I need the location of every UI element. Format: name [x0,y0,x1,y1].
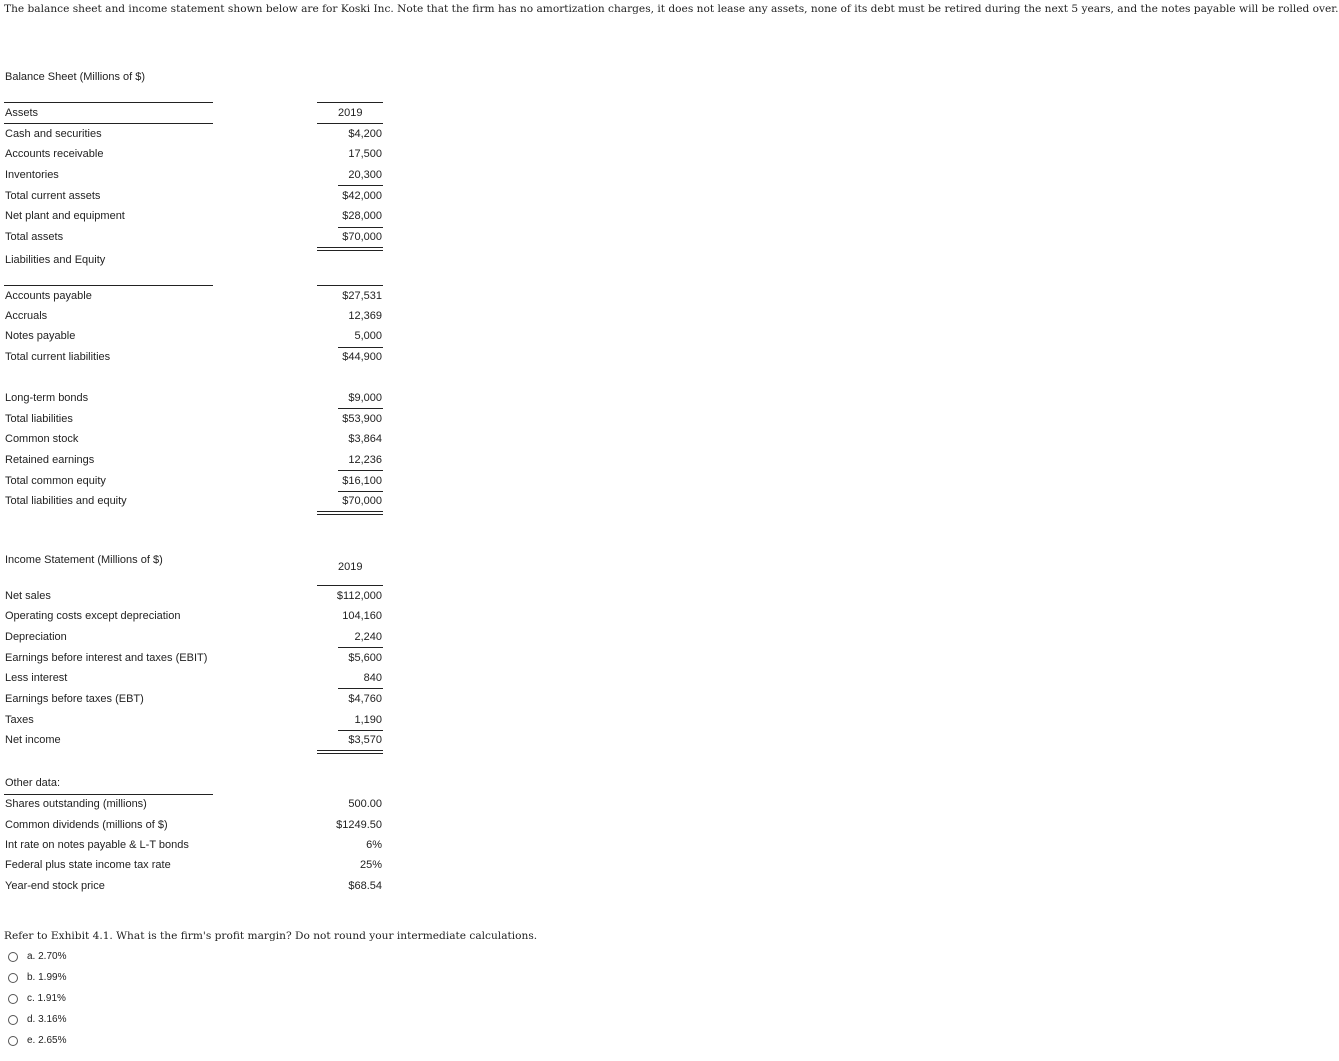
header-rule [317,285,383,286]
row-label: Shares outstanding (millions) [5,798,147,810]
balance-sheet-year: 2019 [338,107,363,119]
row-label: Net income [5,734,61,746]
header-rule [4,102,213,103]
row-value: 12,369 [348,310,382,322]
total-double-rule [317,750,383,754]
row-label: Notes payable [5,330,76,342]
subtotal-rule [338,688,383,689]
row-value: 12,236 [348,454,382,466]
answer-option-label: e. 2.65% [27,1035,67,1046]
other-data-title: Other data: [5,777,61,789]
liabilities-header: Liabilities and Equity [5,254,106,266]
row-value: $1249.50 [336,819,382,831]
row-value: 17,500 [348,148,382,160]
answer-option-a[interactable] [8,951,66,962]
subtotal-rule [338,647,383,648]
radio-icon[interactable] [8,952,18,962]
subtotal-rule [338,227,383,228]
row-value: $3,570 [348,734,382,746]
answer-option-label: a. 2.70% [27,951,67,962]
row-value: $4,760 [348,693,382,705]
row-value: $4,200 [348,128,382,140]
row-value: $16,100 [342,475,382,487]
row-label: Net plant and equipment [5,210,125,222]
row-value: $5,600 [348,652,382,664]
header-rule [4,123,213,124]
total-double-rule [317,511,383,515]
answer-option-c[interactable] [8,993,66,1004]
header-rule [317,102,383,103]
header-rule [4,285,213,286]
income-statement-year: 2019 [338,561,363,573]
row-value: 5,000 [354,330,382,342]
header-rule [4,794,213,795]
row-label: Total current liabilities [5,351,111,363]
header-rule [317,123,383,124]
row-value: 25% [359,859,382,871]
row-label: Federal plus state income tax rate [5,859,171,871]
radio-icon[interactable] [8,994,18,1004]
answer-option-label: d. 3.16% [27,1014,67,1025]
answer-option-b[interactable] [8,972,66,983]
row-label: Accounts payable [5,290,92,302]
row-label: Accounts receivable [5,148,104,160]
row-label: Int rate on notes payable & L-T bonds [5,839,189,851]
row-label: Net sales [5,590,51,602]
answer-option-e[interactable] [8,1035,66,1046]
row-value: 20,300 [348,169,382,181]
row-label: Total liabilities and equity [5,495,127,507]
assets-header: Assets [5,107,39,119]
income-statement-title: Income Statement (Millions of $) [5,554,163,566]
row-value: 2,240 [354,631,382,643]
row-value: $44,900 [342,351,382,363]
row-label: Total current assets [5,190,101,202]
radio-icon[interactable] [8,1015,18,1025]
answer-option-d[interactable] [8,1014,66,1025]
row-value: 104,160 [342,610,382,622]
row-label: Taxes [5,714,34,726]
row-label: Retained earnings [5,454,95,466]
row-value: $112,000 [336,590,382,602]
row-label: Total liabilities [5,413,73,425]
row-label: Earnings before taxes (EBT) [5,693,144,705]
answer-option-label: c. 1.91% [27,993,66,1004]
header-rule [317,585,383,586]
row-label: Long-term bonds [5,392,89,404]
row-value: $70,000 [342,495,382,507]
row-value: $53,900 [342,413,382,425]
balance-sheet-title: Balance Sheet (Millions of $) [5,71,146,83]
row-value: $68.54 [348,880,382,892]
subtotal-rule [338,470,383,471]
row-label: Less interest [5,672,68,684]
row-value: 1,190 [354,714,382,726]
row-label: Cash and securities [5,128,102,140]
subtotal-rule [338,491,383,492]
row-value: $3,864 [348,433,382,445]
row-label: Accruals [5,310,48,322]
row-value: $42,000 [342,190,382,202]
subtotal-rule [338,730,383,731]
row-label: Year-end stock price [5,880,105,892]
row-label: Common stock [5,433,79,445]
subtotal-rule [338,347,383,348]
row-value: $70,000 [342,231,382,243]
subtotal-rule [338,408,383,409]
radio-icon[interactable] [8,973,18,983]
row-label: Operating costs except depreciation [5,610,181,622]
row-label: Common dividends (millions of $) [5,819,168,831]
intro-text: The balance sheet and income statement shown below are for Koski Inc. Note that the firm has no amortization charges, it does not lease any assets, none of its debt must be retired during the next 5 years, and the notes payable will be rolled over. [4,3,1339,15]
answer-option-label: b. 1.99% [27,972,67,983]
row-value: 6% [366,839,382,851]
row-value: 500.00 [348,798,382,810]
question-text: Refer to Exhibit 4.1. What is the firm's profit margin? Do not round your intermediate calculations. [4,930,538,942]
row-value: $28,000 [342,210,382,222]
row-value: $27,531 [342,290,382,302]
row-label: Total common equity [5,475,106,487]
subtotal-rule [338,185,383,186]
row-label: Total assets [5,231,64,243]
radio-icon[interactable] [8,1036,18,1046]
row-value: 840 [363,672,382,684]
row-label: Depreciation [5,631,67,643]
row-label: Earnings before interest and taxes (EBIT) [5,652,208,664]
total-double-rule [317,247,383,251]
row-value: $9,000 [348,392,382,404]
row-label: Inventories [5,169,59,181]
